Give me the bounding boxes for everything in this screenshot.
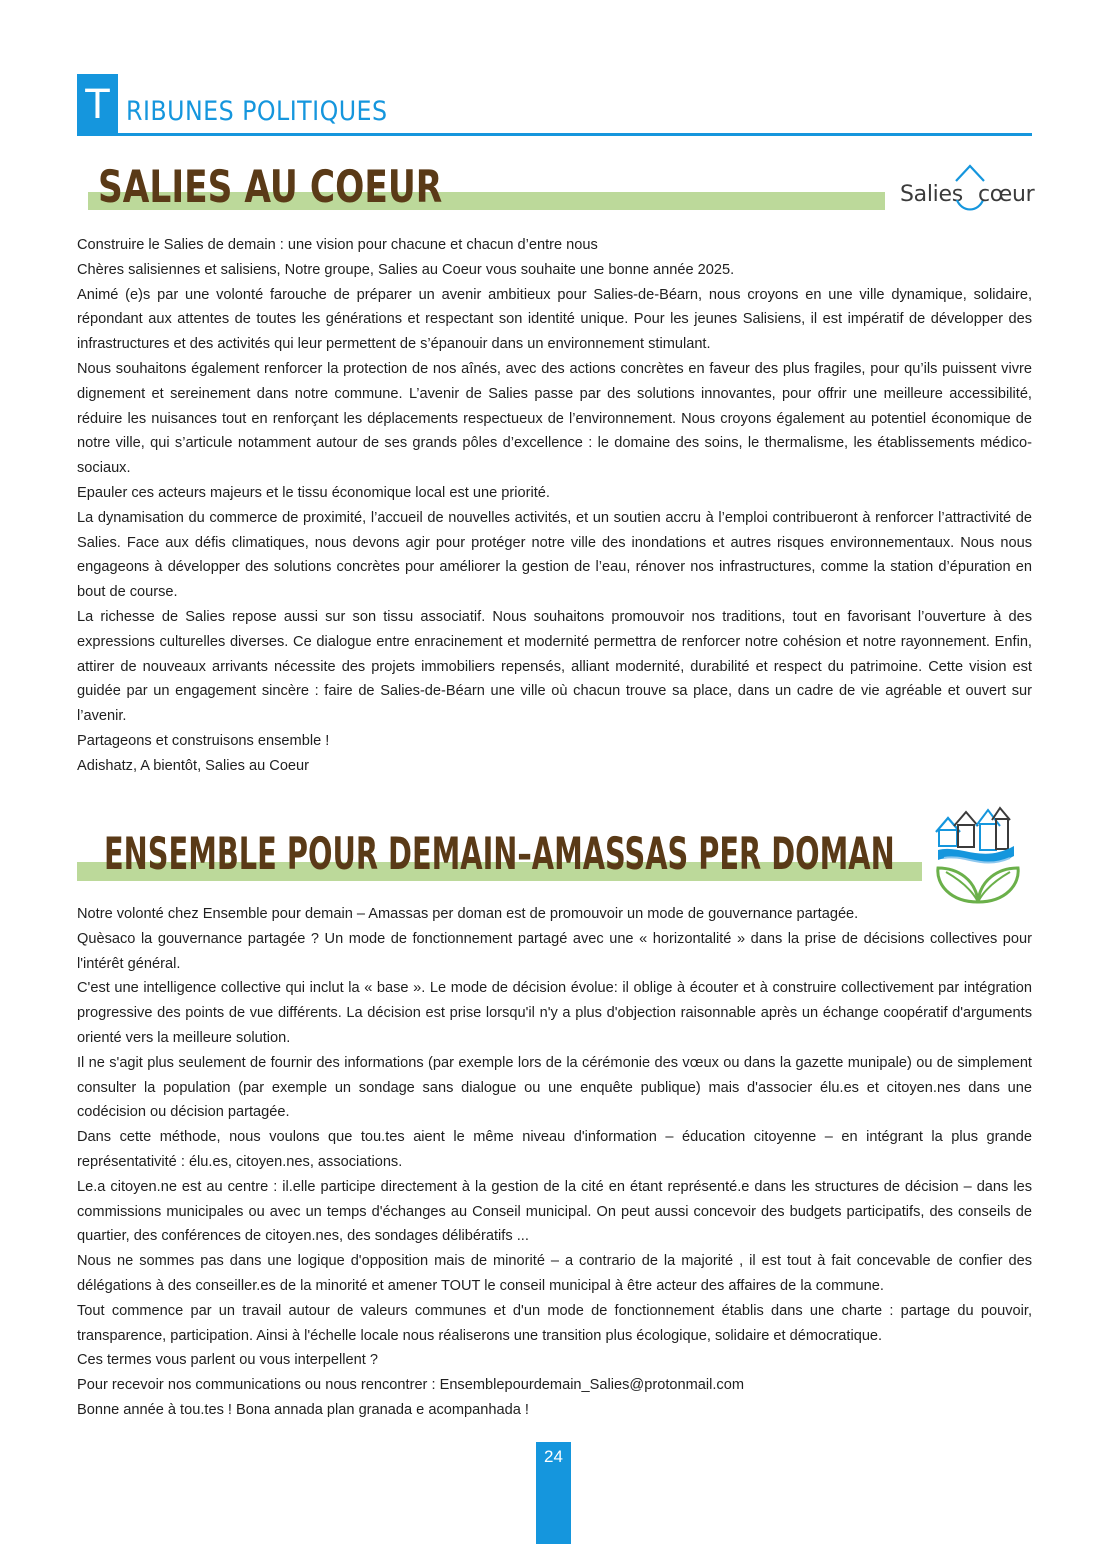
logo-word-salies: Salies [900,182,963,207]
section1-title: SALIES AU COEUR [98,161,443,214]
paragraph: Il ne s'agit plus seulement de fournir des informations (par exemple lors de la cérémonie des vœux ou dans la gazette munipale) ou de simplement consulter la population (par exemple un sondage sans dialogue ou une enquête publique) mais d'associer élu.es et citoyen.nes dans une codécision ou décision partagée. [77,1054,1032,1121]
paragraph: Dans cette méthode, nous voulons que tou.tes aient le même niveau d'information – éducation citoyenne – en intégrant la plus grande représentativité : élu.es, citoyen.nes, associations. [77,1129,1032,1170]
paragraph: Ces termes vous parlent ou vous interpellent ? [77,1352,378,1369]
paragraph: Epauler ces acteurs majeurs et le tissu économique local est une priorité. [77,484,550,501]
section2-body [77,902,1032,1423]
town-leaves-icon [930,806,1026,906]
section1-body [77,233,1032,779]
paragraph: Partageons et construisons ensemble ! [77,732,330,749]
header-initial: T [77,74,118,136]
paragraph: Adishatz, A bientôt, Salies au Coeur [77,757,310,774]
paragraph: Pour recevoir nos communications ou nous rencontrer : Ensemblepourdemain_Salies@protonmail.com [77,1377,744,1394]
header-rule [118,133,1032,136]
paragraph: Nous souhaitons également renforcer la protection de nos aînés, avec des actions concrètes en faveur des plus fragiles, pour qu’ils puissent vivre dignement et sereinement dans notre commune. L’avenir de Salies passe par des solutions innovantes, pour offrir une meilleure accessibilité, réduire les nuisances tout en renforçant les déplacements respectueux de l’environnement. Nous croyons également au potentiel économique de notre ville, qui s’articule notamment autour de ses grands pôles d’excellence : le domaine des soins, le thermalisme, les établissements médico-sociaux. [77,360,1032,477]
paragraph: La dynamisation du commerce de proximité, l’accueil de nouvelles activités, et un soutien accru à l’emploi contribueront à renforcer l’attractivité de Salies. Face aux défis climatiques, nous devons agir pour protéger notre ville des inondations et autres risques environnementaux. Nous nous engageons à développer des solutions concrètes pour améliorer la gestion de l’eau, rénover nos infrastructures, comme la station d’épuration en bout de course. [77,509,1032,601]
paragraph: Animé (e)s par une volonté farouche de préparer un avenir ambitieux pour Salies-de-Béarn, nous croyons en une ville dynamique, solidaire, répondant aux attentes de toutes les générations et respectant son identité unique. Pour les jeunes Salisiens, il est impératif de développer des infrastructures et des activités qui leur permettent de s’épanouir dans un environnement stimulant. [77,286,1032,353]
paragraph: C'est une intelligence collective qui inclut la « base ». Le mode de décision évolue: il oblige à écouter et à construire collectivement par intégration progressive des points de vue différents. La décision est prise lorsqu'il n'y a plus d'objection raisonnable après un échange coopératif d'arguments orienté vers la meilleure solution. [77,980,1032,1046]
section2-title-band [77,828,922,881]
header-title: RIBUNES POLITIQUES [126,96,388,127]
section1-title-band [88,161,885,214]
paragraph: Nous ne sommes pas dans une logique d'opposition mais de minorité – a contrario de la majorité , il est tout à fait concevable de confier des délégations à des conseiller.es de la minorité et amener TOUT le conseil municipal à être acteur des affaires de la commune. [77,1253,1032,1294]
logo-word-coeur: cœur [978,182,1035,207]
section2-title: ENSEMBLE POUR DEMAIN–AMASSAS PER DOMAN [104,828,895,881]
paragraph: Construire le Salies de demain : une vision pour chacune et chacun d’entre nous [77,237,598,253]
paragraph: Tout commence par un travail autour de valeurs communes et d'un mode de fonctionnement établis dans une charte : partage du pouvoir, transparence, participation. Ainsi à l'échelle locale nous réaliserons une transition plus écologique, solidaire et démocratique. [77,1302,1032,1344]
paragraph: Bonne année à tou.tes ! Bona annada plan granada e acompanhada ! [77,1401,529,1418]
paragraph: Quèsaco la gouvernance partagée ? Un mode de fonctionnement partagé avec une « horizontalité » dans la prise de décisions collectives pour l'intérêt général. [77,930,1032,972]
paragraph: Notre volonté chez Ensemble pour demain – Amassas per doman est de promouvoir un mode de gouvernance partagée. [77,906,859,922]
paragraph: Le.a citoyen.ne est au centre : il.elle participe directement à la gestion de la cité en étant représenté.e dans les structures de décision – dans les commissions municipales ou avec un temps d'échanges au Conseil municipal. On peut aussi concevoir des budgets participatifs, des conseils de quartier, des conférences de citoyen.nes, des sondages délibératifs ... [77,1178,1032,1245]
salies-au-coeur-logo [900,162,1035,226]
paragraph: Chères salisiennes et salisiens, Notre groupe, Salies au Coeur vous souhaite une bonne année 2025. [77,261,735,278]
paragraph: La richesse de Salies repose aussi sur son tissu associatif. Nous souhaitons promouvoir nos traditions, tout en favorisant l’ouverture à des expressions culturelles diverses. Ce dialogue entre enracinement et modernité permettra de renforcer notre cohésion et notre rayonnement. Enfin, attirer de nouveaux arrivants nécessite des projets immobiliers repensés, alliant modernité, durabilité et respect du patrimoine. Cette vision est guidée par un engagement sincère : faire de Salies-de-Béarn une ville où chacun trouve sa place, dans un cadre de vie agréable et ouvert sur l’avenir. [77,608,1032,725]
page-number: 24 [536,1442,571,1544]
section-header [77,74,1032,136]
